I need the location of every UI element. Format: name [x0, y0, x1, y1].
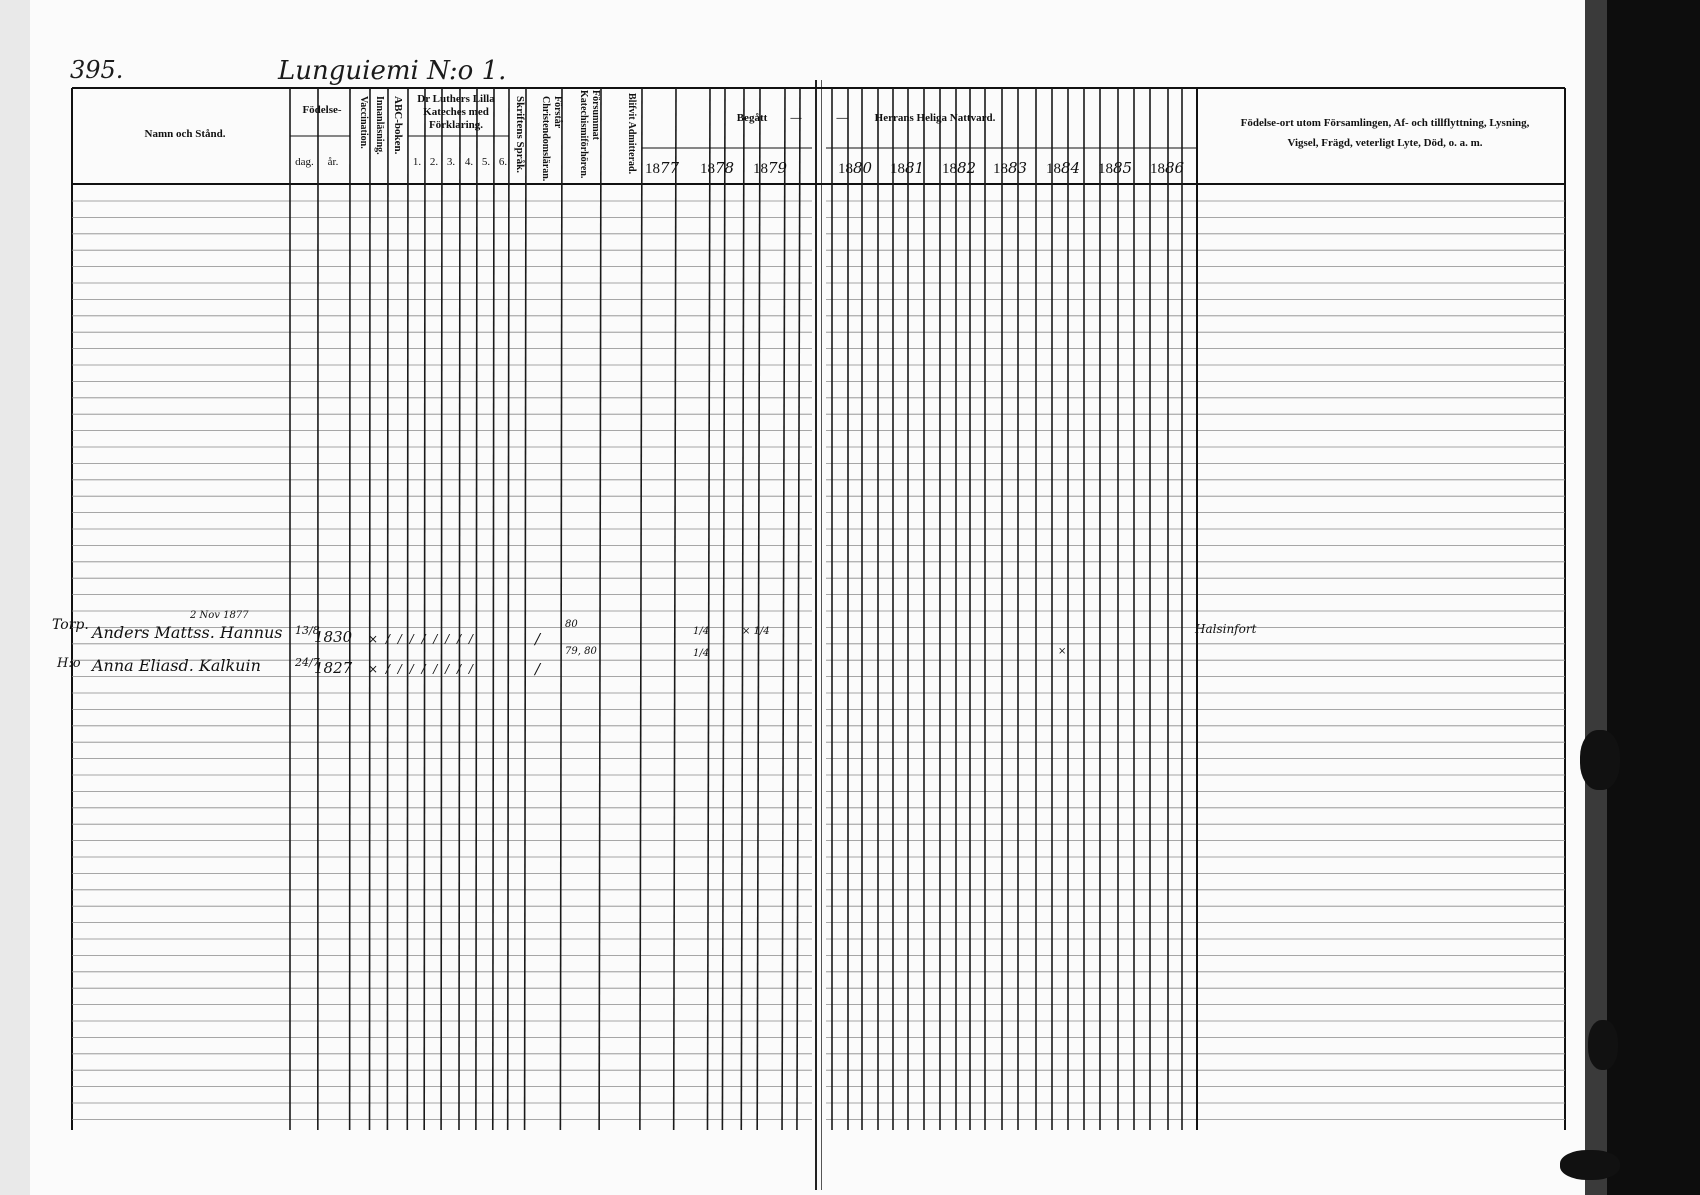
abc-header: ABC-boken.: [392, 96, 404, 155]
page-number: 395.: [70, 56, 124, 84]
year-handwritten: 81: [905, 159, 925, 177]
entry-marks: × / / / / / / / /: [368, 632, 475, 646]
year-years_right-2: [942, 159, 976, 178]
communion-title: Herrans Heliga Nattvard.: [874, 112, 996, 124]
year-printed: 18: [838, 161, 853, 177]
christianity-header: Förstår Christendomsläran.: [540, 96, 563, 182]
village-title: Lunguiemi N:o 1.: [278, 56, 507, 86]
year-years_left-2: [753, 159, 787, 178]
entry-neglected: 80: [565, 619, 578, 630]
remarks-header-line2: Vigsel, Frägd, veterligt Lyte, Död, o. a. m.: [1287, 137, 1483, 149]
column-line: [508, 88, 509, 1130]
column-line: [741, 88, 744, 1130]
year-handwritten: 82: [957, 159, 977, 177]
column-line: [674, 88, 676, 1130]
year-printed: 18: [993, 161, 1008, 177]
birth-day-header: dag.: [295, 156, 314, 168]
entry-remark: Halsinfort: [1195, 622, 1257, 636]
entry-communion-1877: 1/4: [693, 626, 710, 637]
entry-communion-1877: 1/4: [693, 648, 710, 659]
year-handwritten: 78: [715, 159, 735, 177]
column-line: [640, 88, 642, 1130]
year-years_right-6: [1150, 159, 1184, 178]
column-line: [757, 88, 760, 1130]
column-line: [459, 88, 460, 1130]
scripture-header: Skriftens Språk.: [514, 96, 526, 174]
column-line: [797, 88, 800, 1130]
entry-name: Anders Mattss. Hannus: [92, 623, 283, 642]
year-years_left-0: [645, 159, 679, 178]
entry-birth-day: 13/8: [295, 624, 320, 637]
entry-communion-1884: ×: [1058, 646, 1067, 657]
entry-understands: /: [535, 630, 541, 648]
year-handwritten: 77: [660, 159, 680, 177]
catechism-header: Dr Luthers Lilla Kateches med Förklaring.: [417, 93, 495, 131]
year-years_right-1: [890, 159, 924, 178]
year-printed: 18: [890, 161, 905, 177]
begatt-label: Begått: [736, 112, 768, 124]
column-line: [407, 88, 408, 1130]
year-years_right-5: [1098, 159, 1132, 178]
year-handwritten: 79: [768, 159, 788, 177]
column-line: [424, 88, 425, 1130]
catechism-col-3: 3.: [446, 156, 456, 168]
column-line: [441, 88, 442, 1130]
reading-header: Innanläsning.: [374, 96, 385, 155]
entry-name: Anna Eliasd. Kalkuin: [92, 656, 261, 675]
entry-prefix: Torp.: [52, 617, 89, 633]
admitted-header: Blifvit Admitterad.: [626, 93, 637, 175]
vaccination-header: Vaccination.: [358, 96, 369, 149]
column-line: [476, 88, 477, 1130]
entry-note: 2 Nov 1877: [190, 610, 249, 621]
name-header: Namn och Stånd.: [144, 128, 226, 140]
catechism-col-4: 4.: [464, 156, 474, 168]
year-printed: 18: [942, 161, 957, 177]
entry-understands: /: [535, 660, 541, 678]
column-line: [387, 88, 388, 1130]
column-line: [560, 88, 562, 1130]
entry-birth-year: 1827: [314, 659, 353, 677]
column-line: [722, 88, 725, 1130]
year-printed: 18: [700, 161, 715, 177]
catechism-col-1: 1.: [412, 156, 422, 168]
year-handwritten: 83: [1008, 159, 1028, 177]
year-handwritten: 86: [1165, 159, 1185, 177]
dash-right: —: [836, 112, 848, 124]
year-printed: 18: [1046, 161, 1061, 177]
year-printed: 18: [1098, 161, 1113, 177]
entry-prefix: H:o: [57, 656, 81, 671]
column-line: [782, 88, 785, 1130]
year-handwritten: 85: [1113, 159, 1133, 177]
year-handwritten: 80: [853, 159, 873, 177]
year-years_left-1: [700, 159, 734, 178]
catechism-col-2: 2.: [429, 156, 439, 168]
year-years_right-0: [838, 159, 872, 178]
year-printed: 18: [645, 161, 660, 177]
remarks-header-line1: Födelse-ort utom Församlingen, Af- och tillflyttning, Lysning,: [1240, 117, 1530, 129]
birth-header: Födelse-: [302, 104, 342, 116]
catechism-col-6: 6.: [498, 156, 508, 168]
neglected-header: Försummat Katechismiförhören.: [578, 90, 601, 179]
year-printed: 18: [753, 161, 768, 177]
entry-neglected: 79, 80: [565, 646, 597, 657]
entry-birth-year: 1830: [314, 628, 353, 646]
birth-year-header: år.: [327, 156, 339, 168]
year-years_right-4: [1046, 159, 1080, 178]
entry-communion-1878: × 1/4: [742, 626, 770, 637]
column-line: [599, 88, 601, 1130]
entry-marks: × / / / / / / / /: [368, 662, 475, 676]
year-printed: 18: [1150, 161, 1165, 177]
catechism-col-5: 5.: [481, 156, 491, 168]
column-line: [525, 88, 526, 1130]
year-years_right-3: [993, 159, 1027, 178]
column-line: [493, 88, 494, 1130]
dash-left: —: [790, 112, 802, 124]
year-handwritten: 84: [1061, 159, 1081, 177]
entry-birth-day: 24/7: [295, 656, 320, 669]
column-line: [707, 88, 710, 1130]
